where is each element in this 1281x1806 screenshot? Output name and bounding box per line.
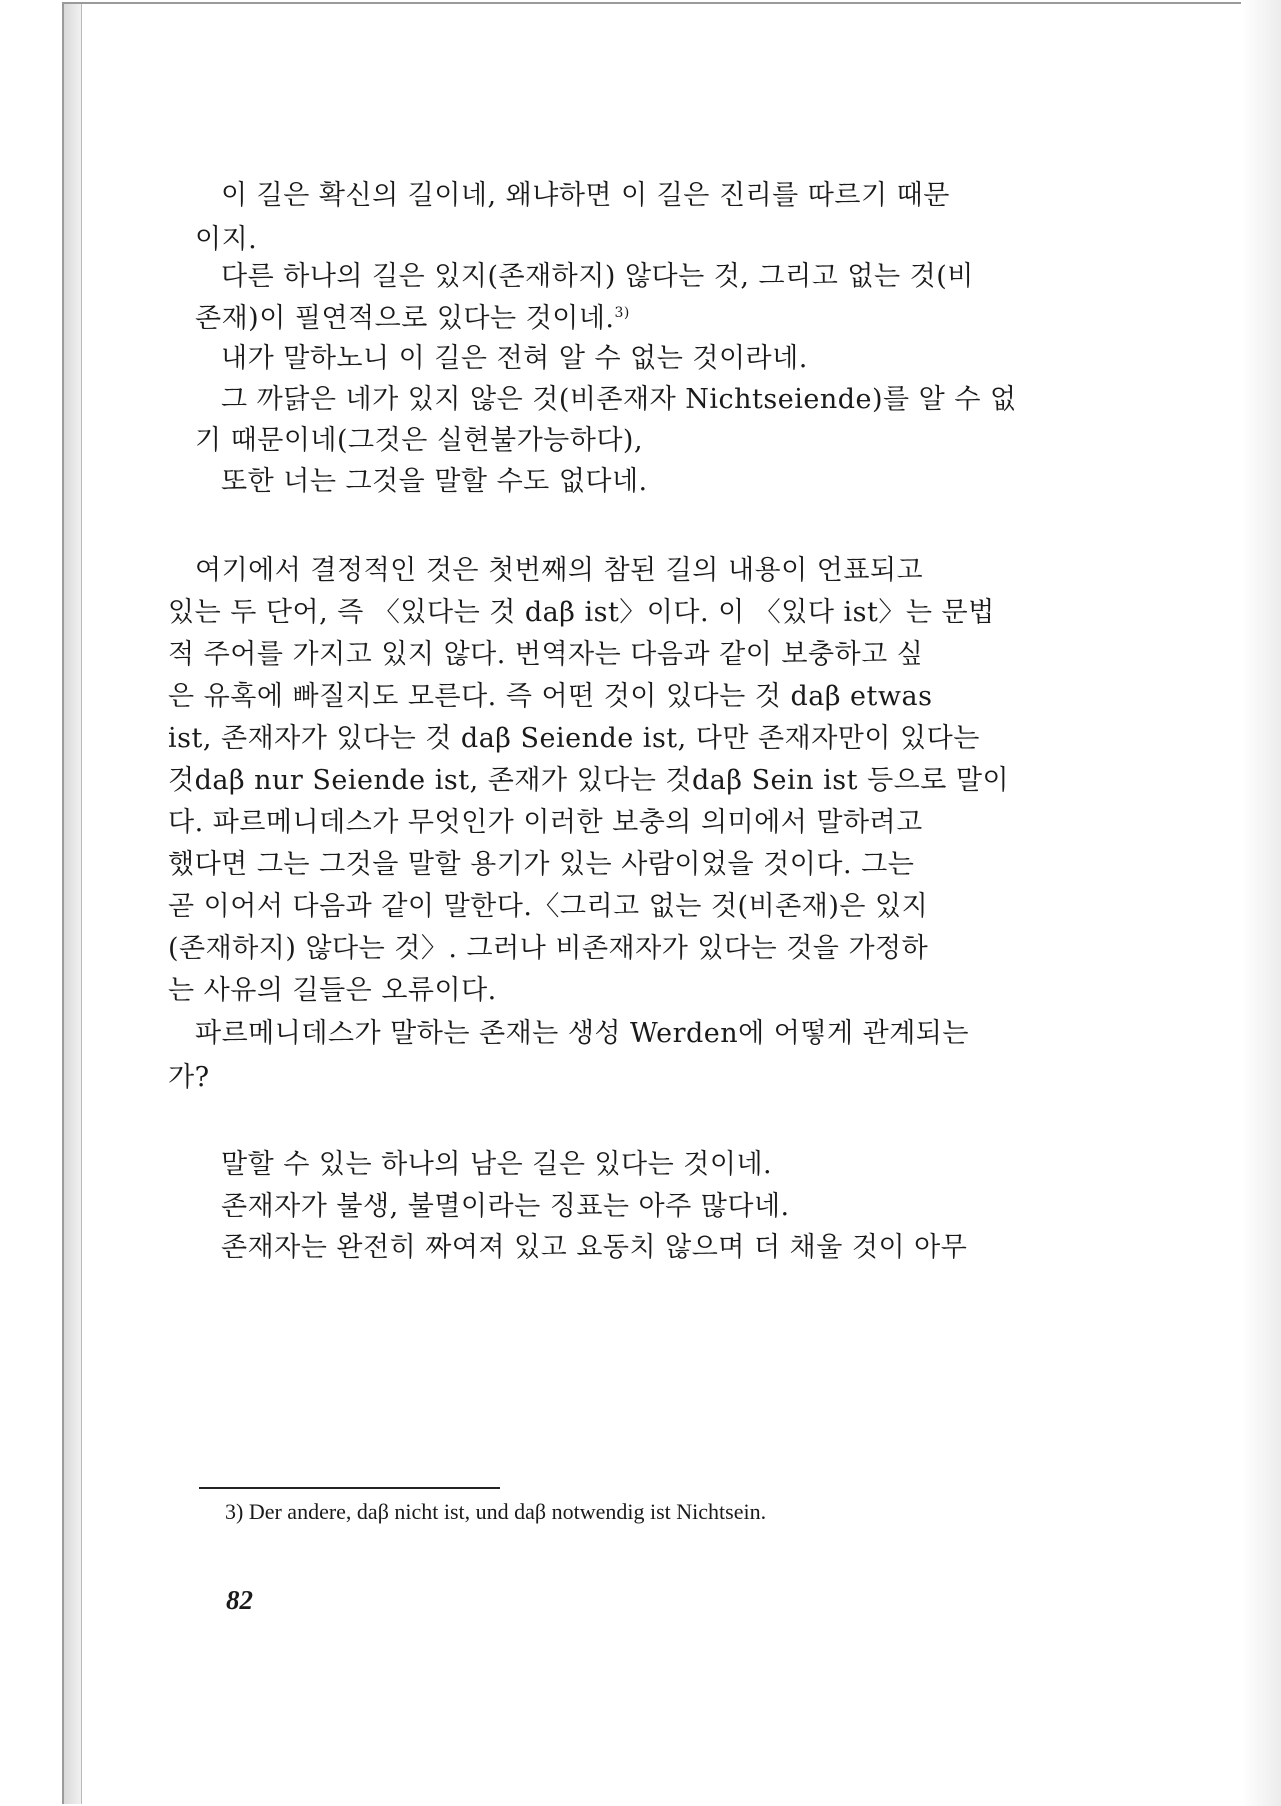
- quote1-line: 내가 말하노니 이 길은 전혀 알 수 없는 것이라네.: [221, 343, 808, 374]
- body-line: 있는 두 단어, 즉 〈있다는 것 daβ ist〉이다. 이 〈있다 ist〉는 문법: [168, 597, 995, 628]
- body-line: 했다면 그는 그것을 말할 용기가 있는 사람이었을 것이다. 그는: [168, 849, 915, 880]
- quote2-line: 존재자가 불생, 불멸이라는 징표는 아주 많다네.: [221, 1191, 790, 1222]
- body-line: 는 사유의 길들은 오류이다.: [168, 975, 497, 1006]
- quote2-line: 말할 수 있는 하나의 남은 길은 있다는 것이네.: [221, 1149, 773, 1180]
- quote1-line: [195, 301, 630, 337]
- footnote-marker: 3): [614, 305, 630, 321]
- page-spine: [62, 4, 82, 1804]
- body-line: ist, 존재자가 있다는 것 daβ Seiende ist, 다만 존재자만이 있다는: [168, 723, 980, 754]
- body-line: (존재하지) 않다는 것〉. 그러나 비존재자가 있다는 것을 가정하: [168, 933, 929, 964]
- quote1-line: 이 길은 확신의 길이네, 왜냐하면 이 길은 진리를 따르기 때문: [221, 180, 950, 211]
- body-line: 곧 이어서 다음과 같이 말한다.〈그리고 없는 것(비존재)은 있지: [168, 891, 929, 922]
- footnote-rule: [199, 1487, 500, 1489]
- page-number: 82: [226, 1585, 253, 1615]
- body-line: 은 유혹에 빠질지도 모른다. 즉 어떤 것이 있다는 것 daβ etwas: [168, 681, 933, 712]
- quote1-line: 또한 너는 그것을 말할 수도 없다네.: [221, 466, 648, 497]
- body-line: 것daβ nur Seiende ist, 존재가 있다는 것daβ Sein ist 등으로 말이: [168, 765, 1010, 796]
- page-right-shade: [1241, 0, 1281, 1806]
- quote1-line: 다른 하나의 길은 있지(존재하지) 않다는 것, 그리고 없는 것(비: [221, 261, 974, 292]
- body-line: 가?: [168, 1062, 210, 1093]
- quote1-line: 기 때문이네(그것은 실현불가능하다),: [195, 425, 644, 456]
- quote1-line-text: 존재)이 필연적으로 있다는 것이네.: [195, 303, 615, 334]
- quote1-line: 이지.: [195, 224, 258, 255]
- quote1-line: 그 까닭은 네가 있지 않은 것(비존재자 Nichtseiende)를 알 수 없: [221, 384, 1017, 415]
- footnote: 3) Der andere, daβ nicht ist, und daβ notwendig ist Nichtsein.: [225, 1499, 767, 1524]
- body-line: 다. 파르메니데스가 무엇인가 이러한 보충의 의미에서 말하려고: [168, 807, 923, 838]
- body-line: 여기에서 결정적인 것은 첫번째의 참된 길의 내용이 언표되고: [195, 555, 924, 586]
- body-line: 파르메니데스가 말하는 존재는 생성 Werden에 어떻게 관계되는: [195, 1018, 969, 1049]
- body-line: 적 주어를 가지고 있지 않다. 번역자는 다음과 같이 보충하고 싶: [168, 639, 924, 670]
- quote2-line: 존재자는 완전히 짜여져 있고 요동치 않으며 더 채울 것이 아무: [221, 1232, 968, 1263]
